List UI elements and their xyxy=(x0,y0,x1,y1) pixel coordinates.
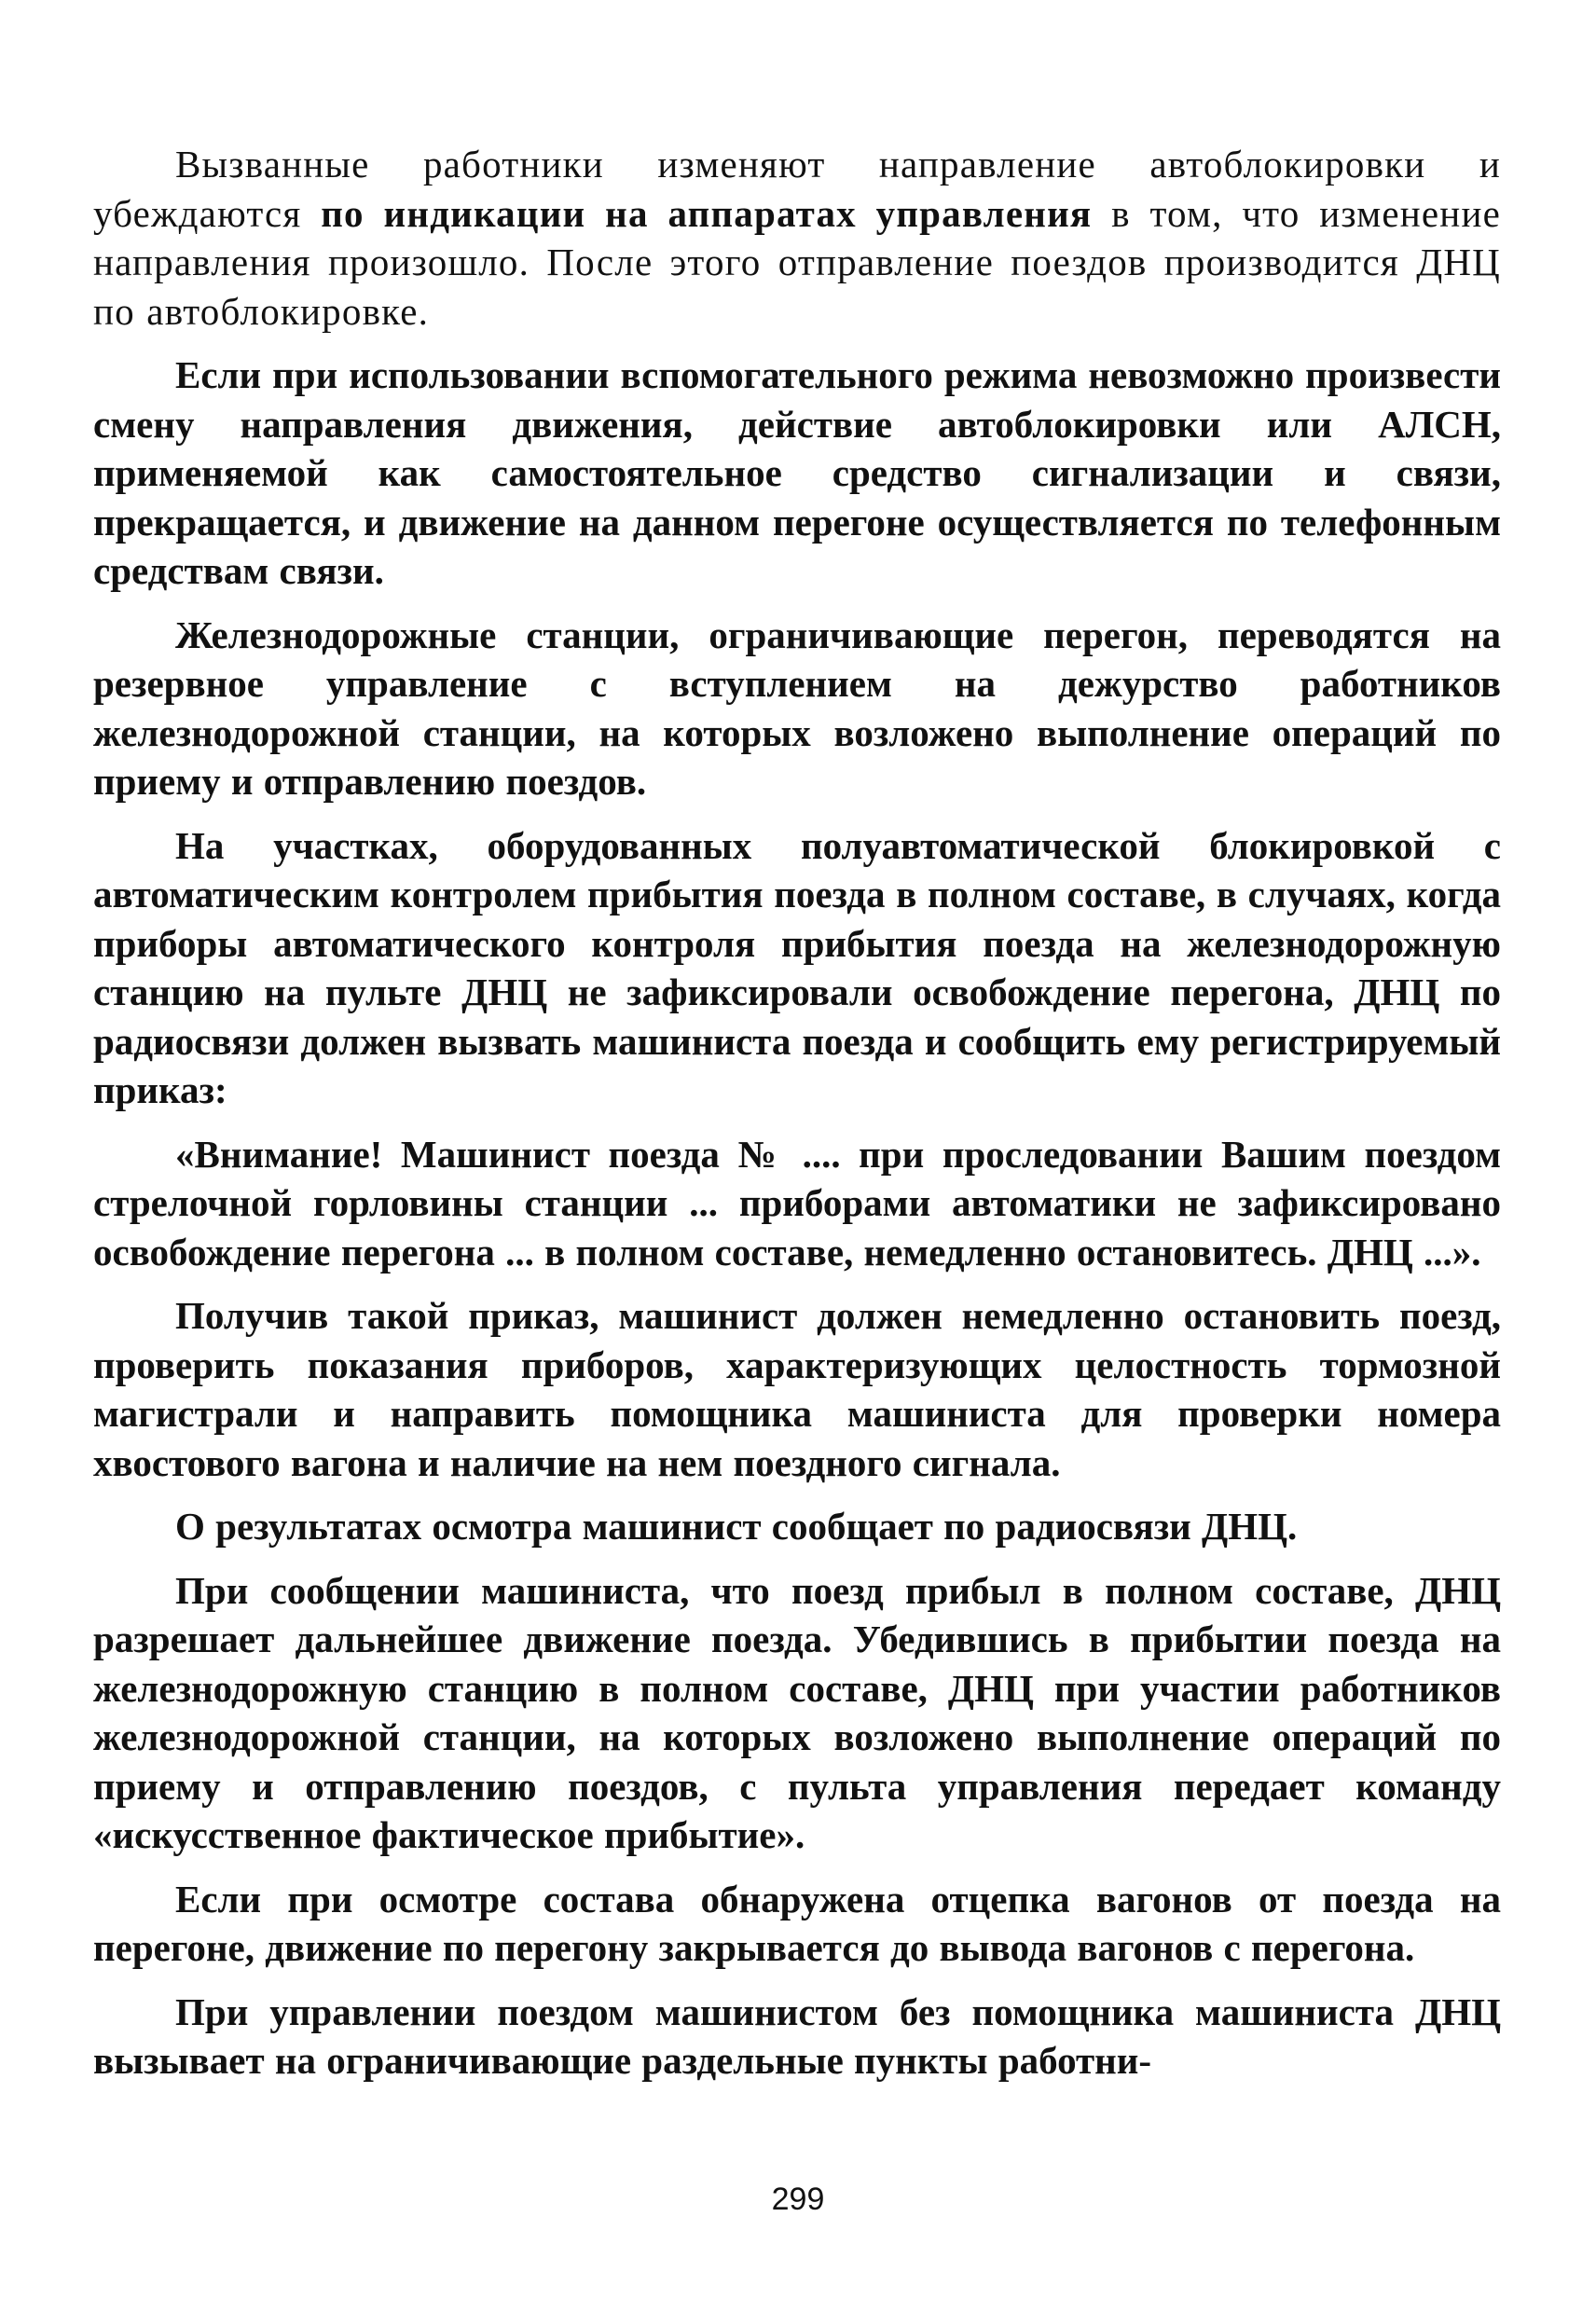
paragraph-9: Если при осмотре состава обнаружена отцепка вагонов от поезда на перегоне, движение по перегону закрывается до вывода вагонов с перегона. xyxy=(93,1877,1501,1969)
paragraph-3: Железнодорожные станции, ограничивающие перегон, переводятся на резервное управление с вступлением на дежурство работников железнодорожной станции, на которых возложено выполнение операций по приему и отправлению поездов. xyxy=(93,613,1501,803)
paragraph-4: На участках, оборудованных полуавтоматической блокировкой с автоматическим контролем прибытия поезда в полном составе, в случаях, когда приборы автоматического контроля прибытия поезда на железнодорожную станцию на пульте ДНЦ не зафиксировали освобождение перегона, ДНЦ по радиосвязи должен вызвать машиниста поезда и сообщить ему регистрируемый приказ: xyxy=(93,823,1501,1111)
paragraph-10: При управлении поездом машинистом без помощника машиниста ДНЦ вызывает на ограничивающие раздельные пункты работни- xyxy=(93,1989,1501,2082)
paragraph-5-order-quote: «Внимание! Машинист поезда № .... при проследовании Вашим поездом стрелочной горловины станции ... приборами автоматики не зафиксировано освобождение перегона ... в полном составе, немедленно остановитесь. ДНЦ ...». xyxy=(93,1132,1501,1274)
paragraph-2: Если при использовании вспомогательного режима невозможно произвести смену направления движения, действие автоблокировки или АЛСН, применяемой как самостоятельное средство сигнализации и связи, прекращается, и движение на данном перегоне осуществляется по телефонным средствам связи. xyxy=(93,353,1501,592)
paragraph-8: При сообщении машиниста, что поезд прибыл в полном составе, ДНЦ разрешает дальнейшее движение поезда. Убедившись в прибытии поезда на железнодорожную станцию в полном составе, ДНЦ при участии работников железнодорожной станции, на которых возложено выполнение операций по приему и отправлению поездов, с пульта управления передает команду «искусственное фактическое прибытие». xyxy=(93,1568,1501,1856)
paragraph-1-emphasis: по индикации на аппаратах управления xyxy=(321,191,1093,235)
page-number: 299 xyxy=(771,2182,825,2217)
paragraph-1 xyxy=(93,140,1501,336)
page-body xyxy=(93,140,1501,2100)
paragraph-7: О результатах осмотра машинист сообщает по радиосвязи ДНЦ. xyxy=(175,1505,1298,1548)
paragraph-6: Получив такой приказ, машинист должен немедленно остановить поезд, проверить показания приборов, характеризующих целостность тормозной магистрали и направить помощника машиниста для проверки номера хвостового вагона и наличие на нем поездного сигнала. xyxy=(93,1294,1501,1484)
paragraph-1-part-1: Вызванные работники изменяют направление автоблокировки и убеждаются xyxy=(93,143,1501,235)
paragraph-1-part-3: в том, что изменение направления произошло. После этого отправление поездов производится ДНЦ по автоблокировке. xyxy=(93,191,1501,333)
